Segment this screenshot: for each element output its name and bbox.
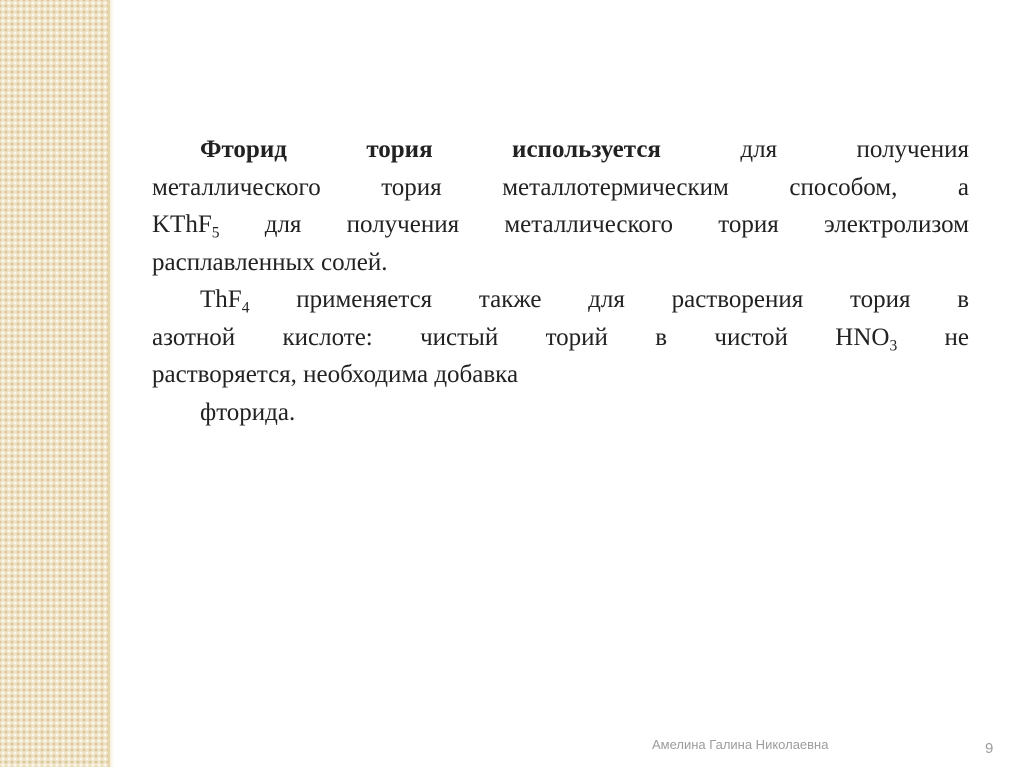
side-panel-shadow: [110, 0, 114, 767]
footer-author: Амелина Галина Николаевна: [652, 737, 829, 752]
formula-thf: ThF: [200, 286, 242, 313]
paragraph-1-line-3-rest: для получения металлического тория электролизом: [219, 211, 969, 238]
paragraph-1-line-1: [152, 131, 969, 169]
bold-lead-text: Фторид тория используется: [200, 136, 661, 163]
paragraph-2-line-2-start: азотной кислоте: чистый торий в чистой HNO: [152, 323, 890, 351]
paragraph-2-line-2: [152, 319, 969, 357]
paragraph-1-line-2: металлического тория металлотермическим способом, а: [152, 173, 969, 201]
decorative-side-panel: [0, 0, 108, 767]
paragraph-2-line-3: растворяется, необходима добавка: [152, 361, 519, 388]
paragraph-2-line-2-end: не: [897, 323, 969, 351]
slide-number: 9: [985, 740, 994, 757]
formula-kthf-subscript: 5: [211, 224, 220, 242]
paragraph-2-line-1: [152, 281, 969, 319]
formula-thf-subscript: 4: [241, 299, 250, 317]
paragraph-1-line-1-rest: для получения: [660, 136, 969, 163]
paragraph-3-line-1: фторида.: [200, 398, 296, 426]
formula-kthf: KThF: [152, 211, 212, 238]
formula-hno-subscript: 3: [889, 336, 898, 354]
paragraph-1-line-3: [152, 206, 969, 244]
slide-body: [152, 131, 969, 431]
paragraph-1-line-4: расплавленных солей.: [152, 248, 388, 276]
paragraph-2-line-1-rest: применяется также для растворения тория в: [249, 286, 969, 313]
